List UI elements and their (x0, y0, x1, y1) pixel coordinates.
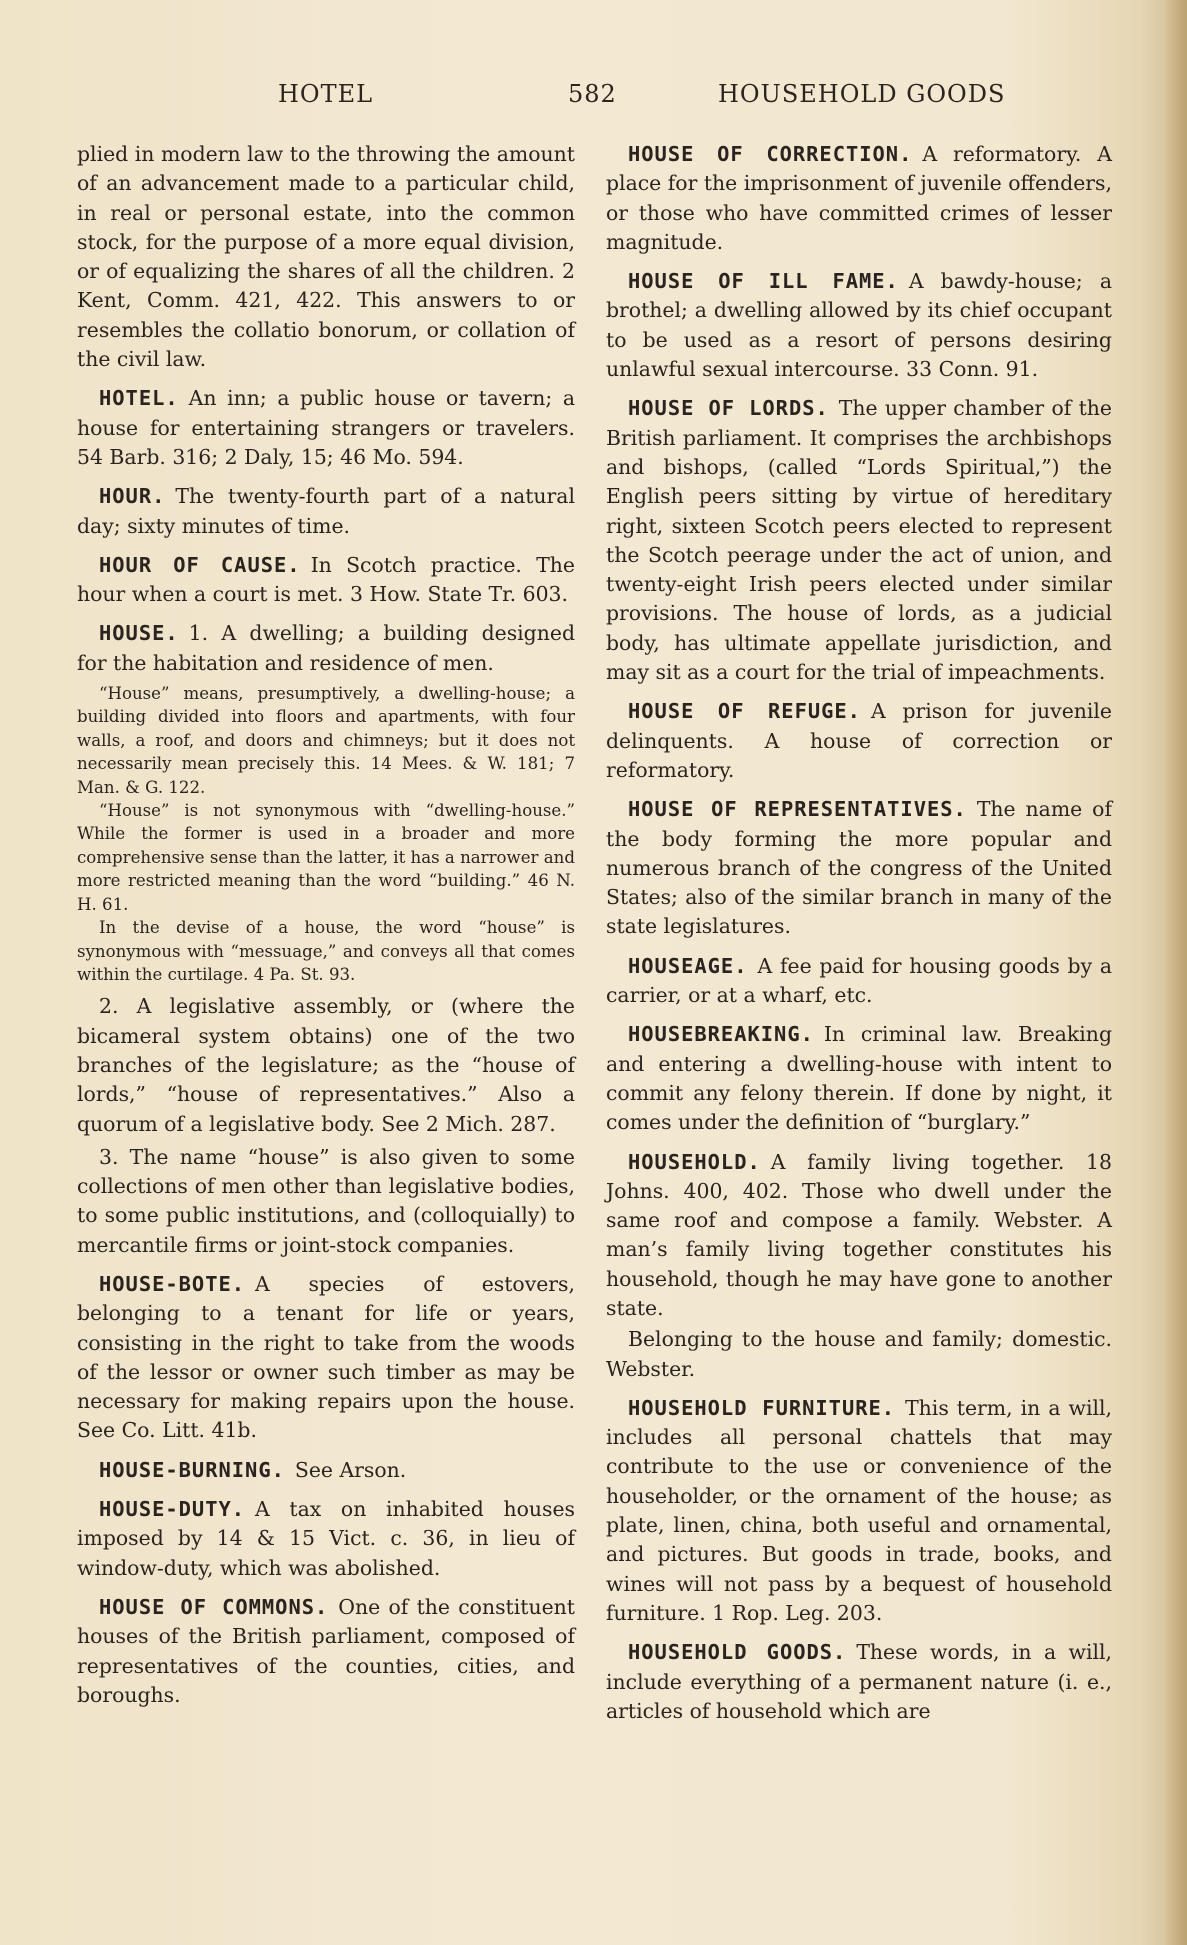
entry-houseage (606, 952, 1112, 1011)
entry-hour-of-cause (77, 551, 575, 610)
headword: HOUR. (99, 484, 166, 509)
definition: This term, in a will, includes all personal chattels that may contribute to the use or convenience of the householder, or the ornament of the house; as plate, linen, china, both useful and ornamental, and pictures. But goods in trade, books, and wines will not pass by a bequest of household furniture. 1 Rop. Leg. 203. (606, 1395, 1112, 1625)
entry-house (77, 619, 575, 1260)
entry-house-bote (77, 1270, 575, 1446)
headword: HOUSEAGE. (628, 953, 748, 978)
definition: A fee paid for housing goods by a carrier, or at a wharf, etc. (606, 953, 1112, 1008)
house-note: “House” means, presumptively, a dwelling-house; a building divided into floors and apartments, with four walls, a roof, and doors and chimneys; but it does not necessarily mean precisely this. 14 Mees. & W. 181; 7 Man. & G. 122. (77, 684, 575, 797)
household-sense-1 (606, 1148, 1112, 1324)
definition: An inn; a public house or tavern; a house for entertaining strangers or travelers. 54 Barb. 316; 2 Daly, 15; 46 Mo. 594. (77, 386, 575, 469)
entry-hour (77, 482, 575, 541)
entry-house-duty (77, 1495, 575, 1583)
entry-hotel (77, 384, 575, 472)
definition: The upper chamber of the British parliament. It comprises the archbishops and bishops, (called “Lords Spiritual,”) the English peers sitting by virtue of hereditary right, sixteen Scotch peers elected to represent the Scotch peerage under the act of union, and twenty-eight Irish peers elected under similar provisions. The house of lords, as a judicial body, has ultimate appellate jurisdiction, and may sit as a court for the trial of impeachments. (606, 396, 1112, 685)
right-column (606, 140, 1112, 1736)
definition: A prison for juvenile delinquents. A house of correction or reformatory. (606, 699, 1113, 782)
house-sense-2: 2. A legislative assembly, or (where the bicameral system obtains) one of the two branches of the legislature; as the “house of lords,” “house of representatives.” Also a quorum of a legislative body. See 2 Mich. 287. (77, 994, 575, 1136)
headword: HOUSE OF LORDS. (628, 396, 829, 421)
entry-household (606, 1148, 1112, 1384)
entry-house-of-ill-fame (606, 267, 1112, 384)
definition: The name of the body forming the more popular and numerous branch of the congress of the United States; also of the similar branch in many of the state legislatures. (606, 797, 1112, 939)
definition: A tax on inhabited houses imposed by 14 & 15 Vict. c. 36, in lieu of window-duty, which was abolished. (77, 1497, 575, 1580)
definition: A family living together. 18 Johns. 400, 402. Those who dwell under the same roof and compose a family. Webster. A man’s family living together constitutes his household, though he may have gone to another state. (606, 1149, 1112, 1320)
headword: HOUSEBREAKING. (628, 1022, 814, 1047)
headword: HOUSE OF ILL FAME. (628, 269, 899, 294)
headword: HOUSEHOLD GOODS. (628, 1640, 847, 1665)
household-sense-2: Belonging to the house and family; domestic. Webster. (606, 1327, 1112, 1381)
definition: 1. A dwelling; a building designed for the habitation and residence of men. (77, 621, 575, 675)
definition: See Arson. (294, 1457, 407, 1482)
house-note: In the devise of a house, the word “house” is synonymous with “messuage,” and conveys all that comes within the curtilage. 4 Pa. St. 93. (77, 918, 575, 984)
definition: In criminal law. Breaking and entering a dwelling-house with intent to commit any felony therein. If done by night, it comes under the definition of “burglary.” (606, 1022, 1112, 1135)
headword: HOUSE-DUTY. (99, 1497, 246, 1522)
definition: In Scotch practice. The hour when a court is met. 3 How. State Tr. 603. (77, 552, 575, 607)
house-note: “House” is not synonymous with “dwelling-house.” While the former is used in a broader and more comprehensive sense than the latter, it has a narrower and more restricted meaning than the word “building.” 46 N. H. 61. (77, 801, 575, 914)
definition: A bawdy-house; a brothel; a dwelling allowed by its chief occupant to be used as a resort of persons desiring unlawful sexual intercourse. 33 Conn. 91. (606, 269, 1112, 382)
headword: HOUSE OF REFUGE. (628, 699, 861, 724)
headword: HOUSEHOLD. (628, 1149, 761, 1174)
entry-house-of-commons (77, 1593, 575, 1710)
headword: HOUR OF CAUSE. (99, 552, 301, 577)
definition: These words, in a will, include everything of a permanent nature (i. e., articles of household which are (606, 1640, 1112, 1723)
headword: HOUSE-BURNING. (99, 1457, 285, 1482)
headword: HOTEL. (99, 386, 179, 411)
page-edge (1165, 0, 1187, 1945)
entry-housebreaking (606, 1020, 1112, 1137)
entry-household-furniture (606, 1394, 1112, 1628)
house-sense-3: 3. The name “house” is also given to some collections of men other than legislative bodies, to some public institutions, and (colloquially) to mercantile firms or joint-stock companies. (77, 1144, 575, 1257)
definition: One of the constituent houses of the British parliament, composed of representatives of the counties, cities, and boroughs. (77, 1594, 575, 1707)
definition: A reformatory. A place for the imprisonment of juvenile offenders, or those who have committed crimes of lesser magnitude. (606, 142, 1112, 254)
header-last-word: HOUSEHOLD GOODS (718, 80, 1006, 108)
entry-house-of-correction (606, 140, 1112, 257)
definition: The twenty-fourth part of a natural day; sixty minutes of time. (77, 484, 575, 538)
entry-household-goods (606, 1638, 1112, 1726)
entry-house-burning (77, 1456, 575, 1485)
page-number: 582 (568, 80, 617, 108)
headword: HOUSE OF CORRECTION. (628, 142, 913, 166)
entry-house-of-representatives (606, 795, 1112, 941)
definition: A species of estovers, belonging to a tenant for life or years, consisting in the right to take from the woods of the lessor or owner such timber as may be necessary for making repairs upon the house. See Co. Litt. 41b. (77, 1272, 575, 1443)
running-header (0, 80, 1187, 116)
headword: HOUSE OF COMMONS. (99, 1594, 329, 1619)
continued-entry: plied in modern law to the throwing the amount of an advancement made to a particular child, in real or personal estate, into the common stock, for the purpose of a more equal division, or of equalizing the shares of all the children. 2 Kent, Comm. 421, 422. This answers to or resembles the collatio bonorum, or collation of the civil law. (77, 142, 575, 372)
headword: HOUSE. (99, 621, 179, 646)
entry-house-of-lords (606, 394, 1112, 687)
headword: HOUSE-BOTE. (99, 1272, 246, 1296)
house-sense-1 (77, 619, 575, 678)
header-first-word: HOTEL (278, 80, 374, 108)
headword: HOUSE OF REPRESENTATIVES. (628, 797, 967, 822)
left-column (77, 140, 575, 1720)
headword: HOUSEHOLD FURNITURE. (628, 1395, 896, 1420)
entry-house-of-refuge (606, 697, 1112, 785)
